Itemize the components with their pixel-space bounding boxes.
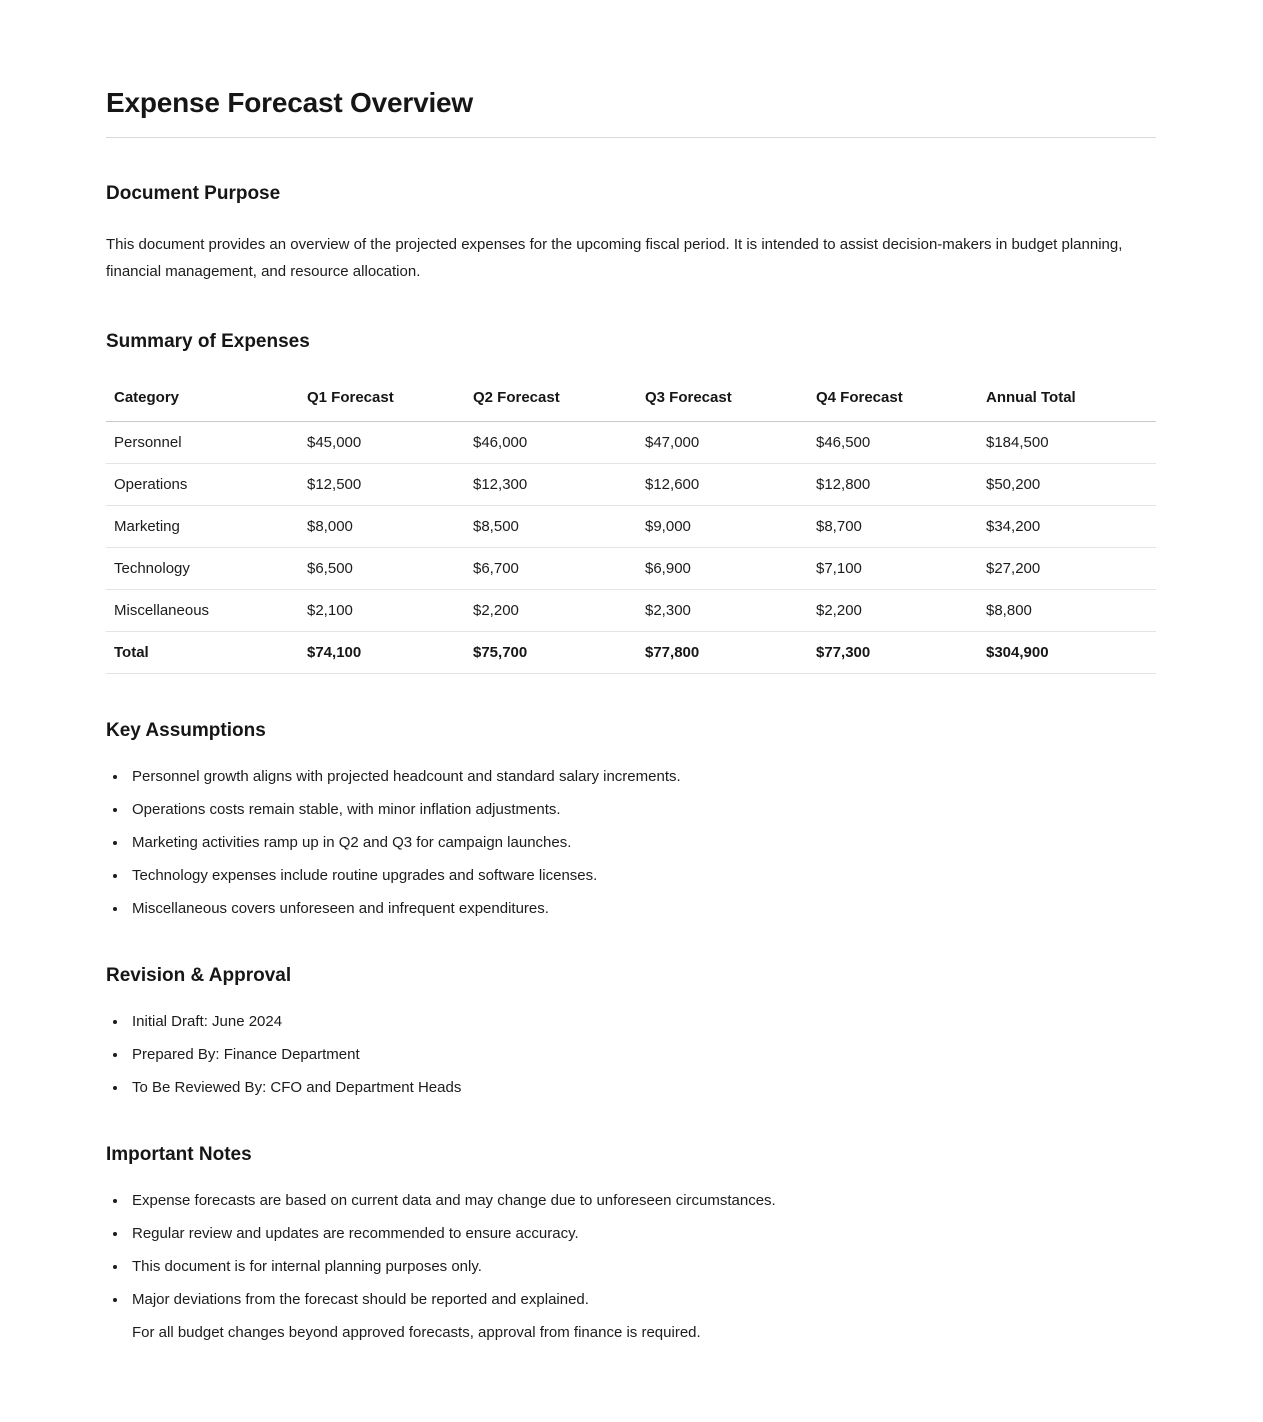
cell-q4: $7,100 (808, 548, 978, 590)
cell-q4: $46,500 (808, 422, 978, 464)
cell-annual-total: $8,800 (978, 590, 1156, 632)
key-assumptions-heading: Key Assumptions (106, 720, 266, 741)
table-row-technology (106, 548, 1156, 590)
revision-approval-heading: Revision & Approval (106, 965, 292, 986)
document-header (106, 0, 1156, 138)
summary-of-expenses-heading: Summary of Expenses (106, 331, 310, 352)
cell-q1: $12,500 (299, 464, 465, 506)
cell-annual-total: $50,200 (978, 464, 1156, 506)
table-header-row (106, 381, 1156, 422)
cell-annual-total: $27,200 (978, 548, 1156, 590)
cell-q3: $12,600 (637, 464, 808, 506)
column-header-q1-forecast: Q1 Forecast (299, 381, 465, 422)
cell-q1: $6,500 (299, 548, 465, 590)
cell-q1: $8,000 (299, 506, 465, 548)
section-important-notes (106, 1142, 1156, 1341)
table-row-miscellaneous (106, 590, 1156, 632)
column-header-annual-total: Annual Total (978, 381, 1156, 422)
cell-category: Technology (106, 548, 299, 590)
important-notes-heading: Important Notes (106, 1144, 252, 1165)
cell-q1: $45,000 (299, 422, 465, 464)
table-row-operations (106, 464, 1156, 506)
column-header-q4-forecast: Q4 Forecast (808, 381, 978, 422)
list-item: • Miscellaneous covers unforeseen and infrequent expenditures. (128, 899, 1156, 919)
cell-q3: $6,900 (637, 548, 808, 590)
cell-q2: $75,700 (465, 632, 637, 674)
table-row-total (106, 632, 1156, 674)
expense-forecast-table (106, 381, 1156, 674)
cell-q1: $2,100 (299, 590, 465, 632)
section-key-assumptions (106, 718, 1156, 919)
section-revision-approval (106, 963, 1156, 1098)
page-title: Expense Forecast Overview (106, 87, 473, 118)
cell-q2: $2,200 (465, 590, 637, 632)
column-header-q2-forecast: Q2 Forecast (465, 381, 637, 422)
table-row-personnel (106, 422, 1156, 464)
cell-category: Miscellaneous (106, 590, 299, 632)
list-item: • Marketing activities ramp up in Q2 and Q3 for campaign launches. (128, 833, 1156, 853)
cell-category: Personnel (106, 422, 299, 464)
expense-table-body (106, 422, 1156, 674)
cell-q4: $12,800 (808, 464, 978, 506)
cell-category: Total (106, 632, 299, 674)
section-document-purpose (106, 181, 1156, 285)
cell-annual-total: $184,500 (978, 422, 1156, 464)
list-item: • Operations costs remain stable, with minor inflation adjustments. (128, 800, 1156, 820)
list-item-partially-visible: For all budget changes beyond approved forecasts, approval from finance is required. (132, 1324, 701, 1341)
list-item: • Technology expenses include routine upgrades and software licenses. (128, 866, 1156, 886)
column-header-q3-forecast: Q3 Forecast (637, 381, 808, 422)
cell-q2: $8,500 (465, 506, 637, 548)
list-item: • This document is for internal planning purposes only. (128, 1257, 1156, 1277)
cell-category: Operations (106, 464, 299, 506)
list-item: • Initial Draft: June 2024 (128, 1012, 1156, 1032)
section-summary-of-expenses (106, 329, 1156, 674)
table-row-marketing (106, 506, 1156, 548)
cell-q1: $74,100 (299, 632, 465, 674)
list-item: • Personnel growth aligns with projected headcount and standard salary increments. (128, 767, 1156, 787)
cell-q3: $9,000 (637, 506, 808, 548)
revision-approval-list (106, 1012, 1156, 1098)
list-item: • Expense forecasts are based on current data and may change due to unforeseen circumstances. (128, 1191, 1156, 1211)
cell-annual-total: $304,900 (978, 632, 1156, 674)
cell-q4: $77,300 (808, 632, 978, 674)
cell-q4: $8,700 (808, 506, 978, 548)
cell-category: Marketing (106, 506, 299, 548)
cell-q3: $2,300 (637, 590, 808, 632)
expense-table-header (106, 381, 1156, 422)
document-purpose-paragraph: This document provides an overview of the projected expenses for the upcoming fiscal period. It is intended to assist decision-makers in budget planning, financial management, and resource allocation. (106, 236, 1123, 280)
list-item: • To Be Reviewed By: CFO and Department Heads (128, 1078, 1156, 1098)
list-item: • Regular review and updates are recommended to ensure accuracy. (128, 1224, 1156, 1244)
cell-q3: $77,800 (637, 632, 808, 674)
cell-annual-total: $34,200 (978, 506, 1156, 548)
document-purpose-heading: Document Purpose (106, 183, 281, 204)
list-item: • Prepared By: Finance Department (128, 1045, 1156, 1065)
cell-q3: $47,000 (637, 422, 808, 464)
cell-q2: $12,300 (465, 464, 637, 506)
cell-q2: $46,000 (465, 422, 637, 464)
cell-q2: $6,700 (465, 548, 637, 590)
important-notes-list (106, 1191, 1156, 1341)
cell-q4: $2,200 (808, 590, 978, 632)
key-assumptions-list (106, 767, 1156, 919)
list-item: • Major deviations from the forecast should be reported and explained. (128, 1290, 1156, 1310)
column-header-category: Category (106, 381, 299, 422)
